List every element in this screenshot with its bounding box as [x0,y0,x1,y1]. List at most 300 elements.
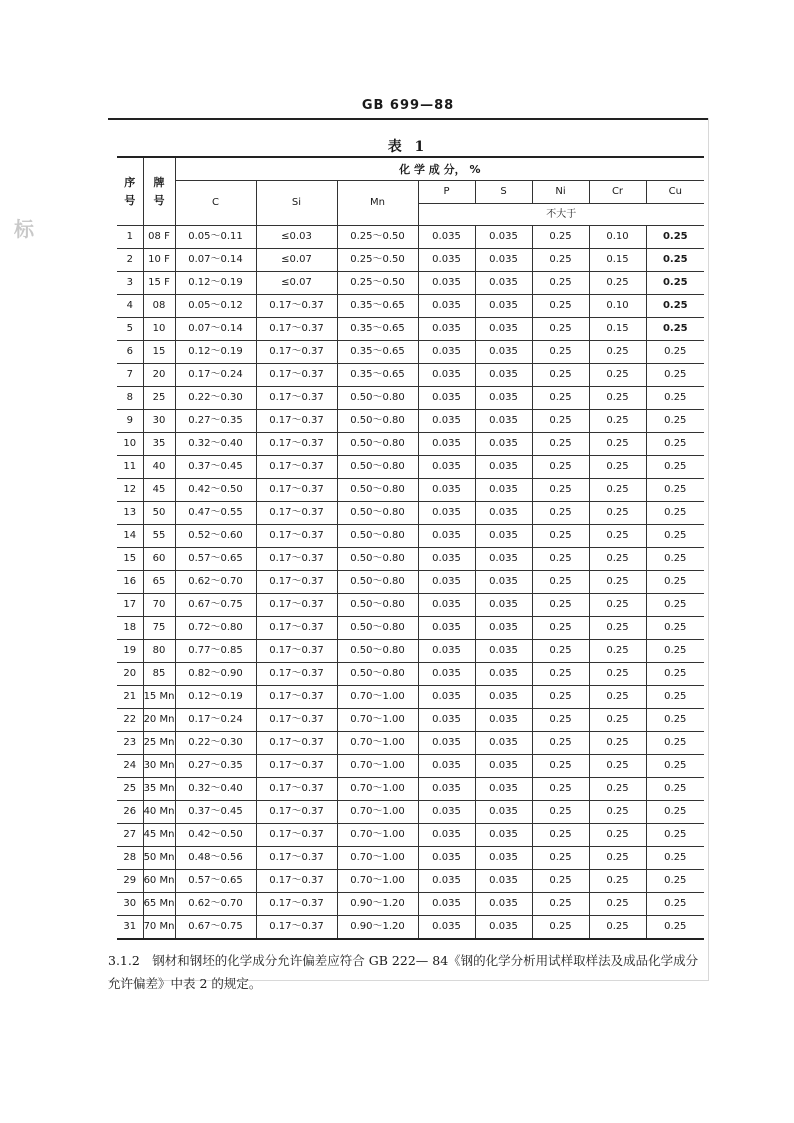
cell-cu: 0.25 [646,433,704,456]
cell-p: 0.035 [418,732,475,755]
cell-s: 0.035 [475,502,532,525]
cell-cu: 0.25 [646,295,704,318]
cell-si: 0.17～0.37 [256,318,337,341]
cell-ni: 0.25 [532,364,589,387]
cell-grade: 25 Mn [143,732,175,755]
cell-cu: 0.25 [646,778,704,801]
cell-grade: 60 [143,548,175,571]
cell-cu: 0.25 [646,755,704,778]
cell-si: 0.17～0.37 [256,433,337,456]
cell-c: 0.52～0.60 [175,525,256,548]
header-grade-label: 牌号 [153,175,165,207]
cell-p: 0.035 [418,801,475,824]
cell-mn: 0.70～1.00 [337,709,418,732]
cell-ni: 0.25 [532,663,589,686]
cell-cr: 0.10 [589,295,646,318]
cell-mn: 0.35～0.65 [337,295,418,318]
cell-ni: 0.25 [532,249,589,272]
cell-ni: 0.25 [532,318,589,341]
cell-ni: 0.25 [532,410,589,433]
cell-c: 0.62～0.70 [175,571,256,594]
cell-c: 0.22～0.30 [175,732,256,755]
cell-p: 0.035 [418,824,475,847]
cell-cr: 0.25 [589,893,646,916]
cell-ni: 0.25 [532,870,589,893]
cell-c: 0.05～0.12 [175,295,256,318]
cell-si: 0.17～0.37 [256,778,337,801]
table-row [117,318,704,341]
header-cr: Cr [589,181,646,204]
cell-s: 0.035 [475,525,532,548]
cell-mn: 0.70～1.00 [337,732,418,755]
cell-ni: 0.25 [532,571,589,594]
table-row [117,226,704,249]
cell-si: 0.17～0.37 [256,686,337,709]
cell-s: 0.035 [475,226,532,249]
cell-cr: 0.25 [589,410,646,433]
cell-p: 0.035 [418,594,475,617]
cell-no: 18 [117,617,143,640]
cell-grade: 45 [143,479,175,502]
cell-no: 15 [117,548,143,571]
cell-p: 0.035 [418,778,475,801]
cell-grade: 65 Mn [143,893,175,916]
cell-c: 0.67～0.75 [175,916,256,940]
cell-p: 0.035 [418,663,475,686]
cell-cr: 0.15 [589,249,646,272]
cell-grade: 75 [143,617,175,640]
cell-cu: 0.25 [646,709,704,732]
cell-mn: 0.70～1.00 [337,870,418,893]
cell-cu: 0.25 [646,824,704,847]
cell-s: 0.035 [475,295,532,318]
cell-mn: 0.50～0.80 [337,663,418,686]
cell-cr: 0.25 [589,594,646,617]
cell-p: 0.035 [418,548,475,571]
cell-si: 0.17～0.37 [256,387,337,410]
cell-grade: 10 [143,318,175,341]
cell-mn: 0.70～1.00 [337,686,418,709]
cell-si: 0.17～0.37 [256,663,337,686]
table-row [117,502,704,525]
cell-si: 0.17～0.37 [256,824,337,847]
cell-s: 0.035 [475,410,532,433]
table-row [117,456,704,479]
cell-cu: 0.25 [646,548,704,571]
cell-mn: 0.50～0.80 [337,433,418,456]
cell-s: 0.035 [475,479,532,502]
cell-s: 0.035 [475,341,532,364]
cell-grade: 65 [143,571,175,594]
cell-grade: 20 Mn [143,709,175,732]
header-si: Si [256,181,337,226]
cell-grade: 70 Mn [143,916,175,940]
cell-grade: 60 Mn [143,870,175,893]
cell-cr: 0.25 [589,755,646,778]
cell-cu: 0.25 [646,456,704,479]
table-row [117,341,704,364]
cell-p: 0.035 [418,226,475,249]
cell-c: 0.17～0.24 [175,364,256,387]
cell-mn: 0.50～0.80 [337,387,418,410]
cell-mn: 0.50～0.80 [337,410,418,433]
cell-mn: 0.50～0.80 [337,640,418,663]
cell-si: 0.17～0.37 [256,456,337,479]
cell-cu: 0.25 [646,341,704,364]
cell-p: 0.035 [418,686,475,709]
cell-si: 0.17～0.37 [256,295,337,318]
cell-grade: 50 Mn [143,847,175,870]
cell-cr: 0.25 [589,801,646,824]
cell-mn: 0.50～0.80 [337,548,418,571]
cell-c: 0.57～0.65 [175,548,256,571]
cell-no: 21 [117,686,143,709]
header-mn: Mn [337,181,418,226]
cell-cr: 0.25 [589,640,646,663]
cell-c: 0.05～0.11 [175,226,256,249]
header-cu: Cu [646,181,704,204]
cell-s: 0.035 [475,594,532,617]
cell-ni: 0.25 [532,916,589,940]
cell-no: 6 [117,341,143,364]
cell-cr: 0.25 [589,525,646,548]
cell-c: 0.12～0.19 [175,341,256,364]
cell-mn: 0.50～0.80 [337,525,418,548]
cell-c: 0.32～0.40 [175,433,256,456]
header-not-greater: 不大于 [418,204,704,226]
cell-cr: 0.25 [589,617,646,640]
cell-s: 0.035 [475,870,532,893]
cell-si: ≤0.07 [256,272,337,295]
cell-s: 0.035 [475,824,532,847]
cell-s: 0.035 [475,801,532,824]
table-row [117,295,704,318]
cell-ni: 0.25 [532,502,589,525]
cell-p: 0.035 [418,640,475,663]
cell-si: 0.17～0.37 [256,364,337,387]
cell-s: 0.035 [475,640,532,663]
cell-c: 0.07～0.14 [175,249,256,272]
cell-cr: 0.25 [589,916,646,940]
cell-cr: 0.25 [589,548,646,571]
cell-p: 0.035 [418,709,475,732]
cell-s: 0.035 [475,387,532,410]
cell-no: 10 [117,433,143,456]
cell-cu: 0.25 [646,617,704,640]
cell-cu: 0.25 [646,686,704,709]
standard-code-header: GB 699—88 [361,98,455,113]
cell-no: 13 [117,502,143,525]
cell-cr: 0.25 [589,824,646,847]
cell-p: 0.035 [418,295,475,318]
header-seq [117,157,143,226]
cell-no: 4 [117,295,143,318]
cell-cu: 0.25 [646,318,704,341]
cell-no: 5 [117,318,143,341]
table-row [117,433,704,456]
header-s: S [475,181,532,204]
cell-s: 0.035 [475,893,532,916]
cell-p: 0.035 [418,387,475,410]
cell-no: 3 [117,272,143,295]
cell-mn: 0.70～1.00 [337,824,418,847]
table-row [117,778,704,801]
cell-c: 0.22～0.30 [175,387,256,410]
header-grade [143,157,175,226]
cell-s: 0.035 [475,318,532,341]
cell-si: ≤0.03 [256,226,337,249]
cell-no: 17 [117,594,143,617]
cell-p: 0.035 [418,502,475,525]
cell-c: 0.27～0.35 [175,410,256,433]
table-row [117,732,704,755]
cell-c: 0.42～0.50 [175,479,256,502]
cell-mn: 0.25～0.50 [337,272,418,295]
cell-c: 0.12～0.19 [175,686,256,709]
cell-cu: 0.25 [646,364,704,387]
cell-cr: 0.15 [589,318,646,341]
cell-ni: 0.25 [532,732,589,755]
cell-si: 0.17～0.37 [256,525,337,548]
side-watermark: 标 [14,217,34,241]
cell-c: 0.48～0.56 [175,847,256,870]
table-row [117,548,704,571]
cell-s: 0.035 [475,249,532,272]
cell-ni: 0.25 [532,755,589,778]
cell-cr: 0.25 [589,732,646,755]
cell-mn: 0.50～0.80 [337,617,418,640]
cell-grade: 55 [143,525,175,548]
cell-no: 2 [117,249,143,272]
table-row [117,571,704,594]
cell-cu: 0.25 [646,893,704,916]
cell-cu: 0.25 [646,479,704,502]
cell-ni: 0.25 [532,479,589,502]
cell-cu: 0.25 [646,916,704,940]
cell-cu: 0.25 [646,594,704,617]
cell-no: 22 [117,709,143,732]
cell-ni: 0.25 [532,686,589,709]
cell-no: 28 [117,847,143,870]
cell-ni: 0.25 [532,387,589,410]
cell-mn: 0.35～0.65 [337,364,418,387]
cell-mn: 0.50～0.80 [337,479,418,502]
cell-no: 29 [117,870,143,893]
cell-grade: 15 F [143,272,175,295]
cell-c: 0.72～0.80 [175,617,256,640]
cell-grade: 45 Mn [143,824,175,847]
cell-grade: 25 [143,387,175,410]
cell-no: 30 [117,893,143,916]
cell-no: 14 [117,525,143,548]
table-row [117,916,704,940]
cell-c: 0.67～0.75 [175,594,256,617]
cell-cu: 0.25 [646,847,704,870]
header-ni: Ni [532,181,589,204]
cell-c: 0.37～0.45 [175,456,256,479]
cell-grade: 40 [143,456,175,479]
table-row [117,249,704,272]
cell-si: 0.17～0.37 [256,709,337,732]
cell-ni: 0.25 [532,594,589,617]
cell-si: 0.17～0.37 [256,548,337,571]
cell-c: 0.27～0.35 [175,755,256,778]
cell-s: 0.035 [475,617,532,640]
table-row [117,387,704,410]
cell-mn: 0.50～0.80 [337,571,418,594]
cell-mn: 0.70～1.00 [337,847,418,870]
cell-s: 0.035 [475,732,532,755]
cell-si: 0.17～0.37 [256,640,337,663]
cell-p: 0.035 [418,456,475,479]
header-seq-label: 序号 [124,175,136,207]
cell-grade: 20 [143,364,175,387]
table-row [117,847,704,870]
cell-cr: 0.25 [589,847,646,870]
cell-cu: 0.25 [646,502,704,525]
cell-si: 0.17～0.37 [256,571,337,594]
cell-c: 0.32～0.40 [175,778,256,801]
cell-mn: 0.25～0.50 [337,249,418,272]
cell-cr: 0.25 [589,778,646,801]
cell-ni: 0.25 [532,525,589,548]
cell-c: 0.47～0.55 [175,502,256,525]
cell-s: 0.035 [475,755,532,778]
cell-grade: 10 F [143,249,175,272]
table-row [117,410,704,433]
cell-c: 0.42～0.50 [175,824,256,847]
cell-ni: 0.25 [532,295,589,318]
cell-si: 0.17～0.37 [256,410,337,433]
cell-cr: 0.25 [589,663,646,686]
cell-ni: 0.25 [532,801,589,824]
cell-s: 0.035 [475,847,532,870]
cell-cr: 0.25 [589,272,646,295]
cell-grade: 08 [143,295,175,318]
cell-no: 31 [117,916,143,940]
cell-p: 0.035 [418,272,475,295]
cell-si: 0.17～0.37 [256,847,337,870]
cell-no: 11 [117,456,143,479]
cell-c: 0.17～0.24 [175,709,256,732]
cell-s: 0.035 [475,571,532,594]
chemical-composition-table [117,156,704,940]
cell-grade: 85 [143,663,175,686]
cell-si: 0.17～0.37 [256,870,337,893]
cell-cr: 0.25 [589,709,646,732]
cell-cr: 0.25 [589,686,646,709]
clause-3-1-2-text: 3.1.2 钢材和钢坯的化学成分允许偏差应符合 GB 222— 84《钢的化学分析用试样取样法及成品化学成分允许偏差》中表 2 的规定。 [108,953,699,991]
cell-ni: 0.25 [532,778,589,801]
cell-mn: 0.70～1.00 [337,755,418,778]
table-row [117,801,704,824]
cell-si: 0.17～0.37 [256,341,337,364]
cell-s: 0.035 [475,686,532,709]
cell-si: 0.17～0.37 [256,893,337,916]
cell-cr: 0.25 [589,571,646,594]
cell-p: 0.035 [418,364,475,387]
cell-s: 0.035 [475,663,532,686]
cell-cu: 0.25 [646,525,704,548]
header-c: C [175,181,256,226]
cell-p: 0.035 [418,847,475,870]
cell-si: 0.17～0.37 [256,502,337,525]
cell-ni: 0.25 [532,341,589,364]
table-row [117,594,704,617]
table-row [117,479,704,502]
cell-no: 24 [117,755,143,778]
cell-c: 0.57～0.65 [175,870,256,893]
cell-cr: 0.25 [589,502,646,525]
cell-si: 0.17～0.37 [256,801,337,824]
cell-no: 9 [117,410,143,433]
table-row [117,364,704,387]
cell-cu: 0.25 [646,640,704,663]
table-row [117,640,704,663]
cell-ni: 0.25 [532,824,589,847]
table-row [117,893,704,916]
cell-p: 0.035 [418,479,475,502]
cell-grade: 15 [143,341,175,364]
cell-si: 0.17～0.37 [256,594,337,617]
table-row [117,617,704,640]
cell-ni: 0.25 [532,548,589,571]
header-p: P [418,181,475,204]
cell-grade: 50 [143,502,175,525]
cell-s: 0.035 [475,778,532,801]
cell-mn: 0.90～1.20 [337,916,418,940]
cell-p: 0.035 [418,341,475,364]
cell-c: 0.37～0.45 [175,801,256,824]
cell-si: 0.17～0.37 [256,916,337,940]
cell-p: 0.035 [418,916,475,940]
cell-cr: 0.25 [589,433,646,456]
cell-s: 0.035 [475,364,532,387]
cell-c: 0.62～0.70 [175,893,256,916]
cell-ni: 0.25 [532,709,589,732]
cell-cr: 0.25 [589,341,646,364]
header-composition-group: 化 学 成 分， % [175,157,704,181]
cell-no: 1 [117,226,143,249]
cell-ni: 0.25 [532,847,589,870]
cell-cu: 0.25 [646,249,704,272]
cell-si: 0.17～0.37 [256,755,337,778]
cell-c: 0.12～0.19 [175,272,256,295]
cell-mn: 0.90～1.20 [337,893,418,916]
cell-mn: 0.70～1.00 [337,778,418,801]
cell-no: 23 [117,732,143,755]
cell-s: 0.035 [475,456,532,479]
cell-no: 25 [117,778,143,801]
cell-c: 0.77～0.85 [175,640,256,663]
table-row [117,686,704,709]
cell-grade: 35 [143,433,175,456]
cell-si: 0.17～0.37 [256,479,337,502]
cell-s: 0.035 [475,709,532,732]
cell-p: 0.035 [418,617,475,640]
cell-p: 0.035 [418,870,475,893]
cell-ni: 0.25 [532,640,589,663]
cell-no: 27 [117,824,143,847]
cell-no: 26 [117,801,143,824]
cell-mn: 0.50～0.80 [337,594,418,617]
cell-s: 0.035 [475,433,532,456]
cell-mn: 0.35～0.65 [337,318,418,341]
cell-no: 16 [117,571,143,594]
cell-p: 0.035 [418,433,475,456]
table-title: 表 1 [387,139,429,155]
cell-no: 7 [117,364,143,387]
